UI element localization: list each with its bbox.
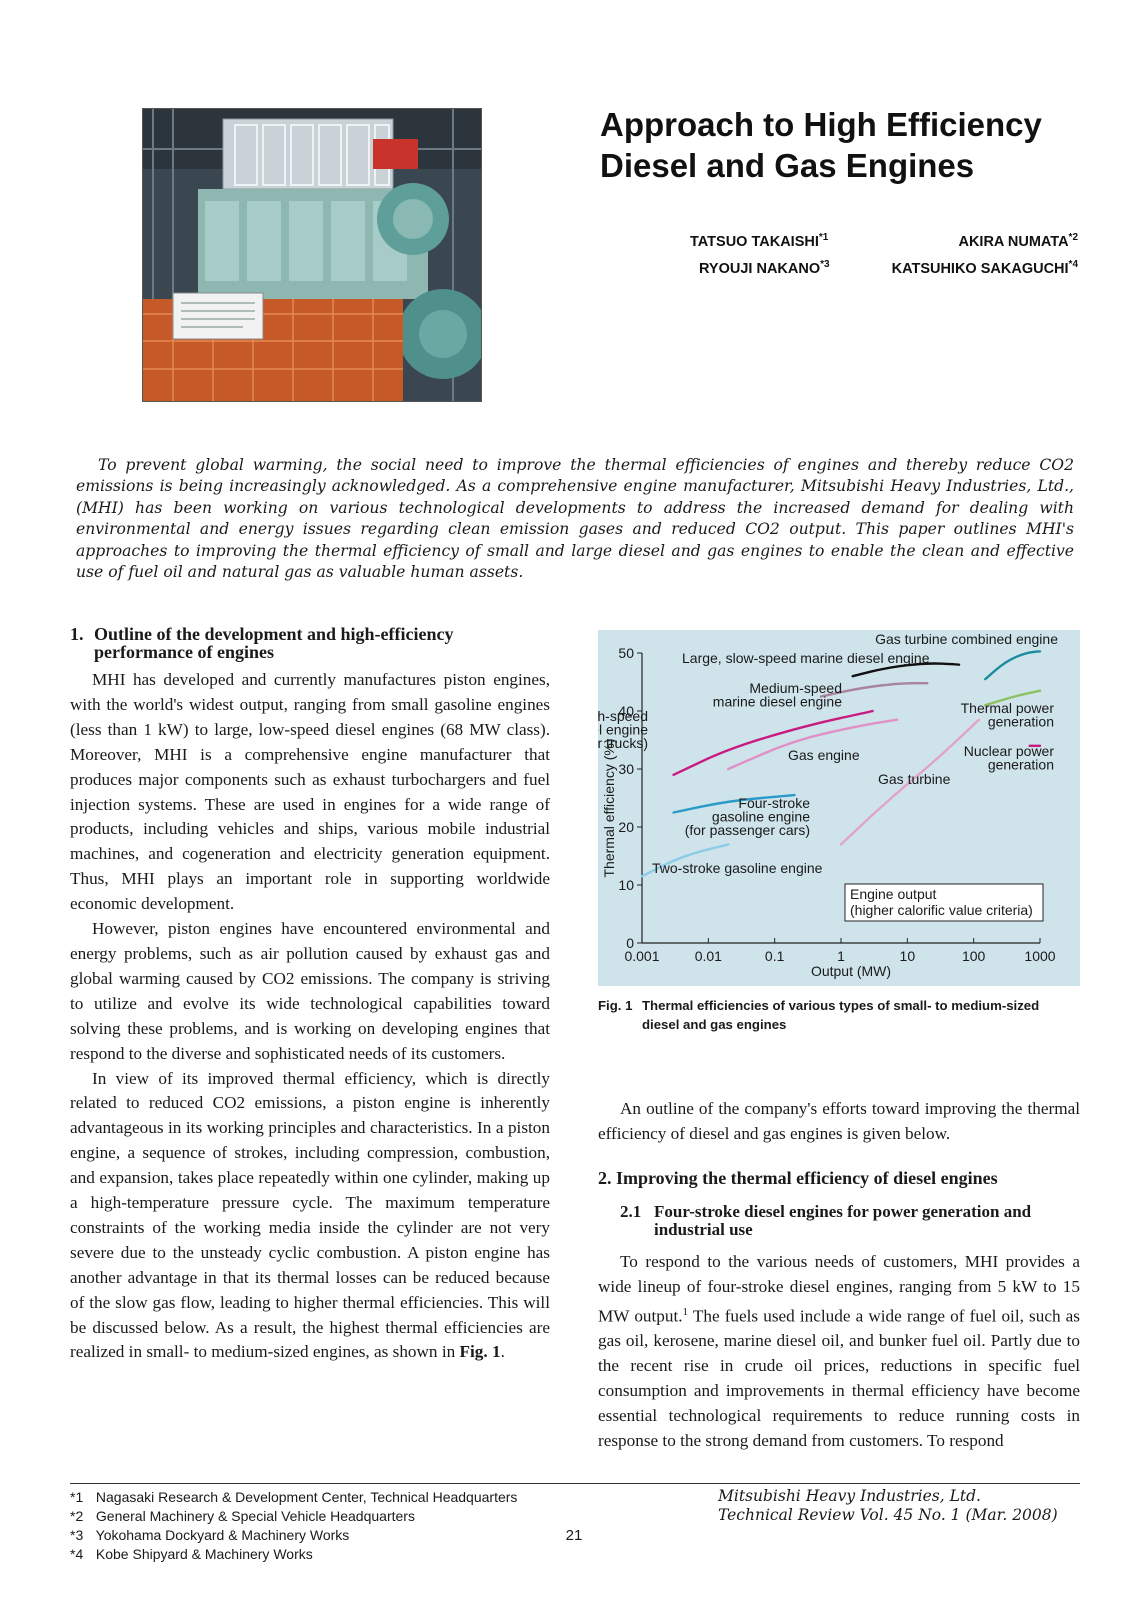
x-tick-label: 1 xyxy=(837,948,845,964)
series-label: Nuclear power xyxy=(963,743,1054,759)
y-tick-label: 0 xyxy=(626,935,634,951)
footnote-4 xyxy=(70,1545,313,1564)
section-title: Improving the thermal efficiency of diesel engines xyxy=(616,1168,998,1188)
author-3 xyxy=(699,259,830,277)
series-label: generation xyxy=(987,756,1054,773)
series-label: marine diesel engine xyxy=(712,693,842,710)
paper-title xyxy=(600,104,1100,186)
section-1-heading xyxy=(70,625,550,661)
author-name: AKIRA NUMATA xyxy=(958,233,1069,250)
series-label: Gas turbine combined engine xyxy=(875,631,1058,647)
author-1 xyxy=(690,232,828,250)
paragraph: However, piston engines have encountered environmental and energy problems, such as air pollution caused by exhaust gas and global warming caused by CO2 emissions. The company is striving to utilize and evolve its wide technological capabilities toward solving these problems, and is working on developing engines that respond to the diverse and sophisticated needs of its customers. xyxy=(70,919,550,1063)
series-label: Two-stroke gasoline engine xyxy=(652,860,823,876)
series-label: Thermal power xyxy=(960,700,1054,716)
x-tick-label: 0.1 xyxy=(764,948,785,964)
series-label: Medium-speed xyxy=(749,680,842,696)
engine-illustration xyxy=(143,109,481,401)
series-label: l engine xyxy=(598,721,648,738)
reference-number[interactable]: 1 xyxy=(682,1305,689,1318)
paragraph xyxy=(70,1067,550,1366)
author-mark: *1 xyxy=(818,232,829,243)
series-label: Gas engine xyxy=(788,747,860,763)
section-2-heading xyxy=(598,1168,1080,1188)
y-tick-label: 20 xyxy=(618,819,634,835)
left-column xyxy=(70,668,550,1365)
footnote-mark: *3 xyxy=(70,1527,84,1543)
footnote-text: General Machinery & Special Vehicle Headquarters xyxy=(95,1508,415,1524)
series-label: r trucks) xyxy=(598,735,648,751)
x-tick-label: 0.001 xyxy=(624,948,660,964)
page-number: 21 xyxy=(565,1527,583,1544)
x-tick-label: 100 xyxy=(961,948,986,964)
paragraph xyxy=(598,1250,1080,1454)
author-2 xyxy=(958,232,1078,250)
figure-reference[interactable]: Fig. 1 xyxy=(459,1342,501,1362)
y-tick-label: 40 xyxy=(618,703,634,719)
section-number: 2.1 xyxy=(620,1202,642,1221)
series-label: h-speed xyxy=(598,708,648,724)
series-line xyxy=(985,651,1040,679)
chart-labels xyxy=(598,631,1058,876)
right-intro xyxy=(598,1097,1080,1147)
author-mark: *3 xyxy=(820,259,830,270)
legend-box-line-1: Engine output xyxy=(850,886,937,902)
x-tick-label: 0.01 xyxy=(694,948,722,964)
footnote-text: Yokohama Dockyard & Machinery Works xyxy=(95,1527,350,1543)
section-2-1-heading xyxy=(620,1203,1080,1239)
legend-box-line-2: (higher calorific value criteria) xyxy=(850,902,1033,918)
figure-1 xyxy=(598,630,1080,986)
footnote-text: Nagasaki Research & Development Center, Technical Headquarters xyxy=(95,1489,518,1505)
paragraph-text: In view of its improved thermal efficiency, which is directly related to reduced CO2 emissions, a piston engine is inherently advantageous in its working principles and characteristics. In a piston engine, a sequence of strokes, including compression, combustion, and expansion, takes place repeatedly within one cylinder, making up a high-temperature pressure cycle. The maximum temperature constraints of the working media inside the cylinder are not very severe due to the unsteady cyclic combustion. A piston engine has another advantage in that its thermal losses can be reduced because of the slow gas flow, leading to higher thermal efficiencies. This will be discussed below. As a result, the highest thermal efficiencies are realized in small- to medium-sized engines, as shown in xyxy=(70,1068,550,1362)
journal-volume: Technical Review Vol. 45 No. 1 (Mar. 2008) xyxy=(718,1506,1058,1524)
author-4 xyxy=(892,259,1078,277)
footnote-mark: *1 xyxy=(70,1489,84,1505)
thermal-efficiency-chart xyxy=(598,630,1080,986)
footnote-mark: *2 xyxy=(70,1508,84,1524)
footnote-3 xyxy=(70,1526,349,1545)
footnote-text: Kobe Shipyard & Machinery Works xyxy=(95,1546,313,1562)
author-name: RYOUJI NAKANO xyxy=(699,260,821,277)
footnote-mark: *4 xyxy=(70,1546,84,1562)
title-line-2: Diesel and Gas Engines xyxy=(600,147,975,184)
author-name: TATSUO TAKAISHI xyxy=(690,233,819,250)
section-title: Outline of the development and high-efficiency performance of engines xyxy=(94,624,454,662)
paragraph-end: . xyxy=(500,1342,505,1362)
series-label: gasoline engine xyxy=(711,808,810,825)
x-tick-label: 1000 xyxy=(1024,948,1056,964)
author-name: KATSUHIKO SAKAGUCHI xyxy=(891,260,1069,277)
abstract-text: To prevent global warming, the social need to improve the thermal efficiencies of engines and thereby reduce CO2 emissions is being increasingly acknowledged. As a comprehensive engine manufacturer, Mitsubishi Heavy Industries, Ltd., (MHI) has been working on various technological developments to address the increased demand for dealing with environmental and energy issues regarding clean emission gases and reduced CO2 output. This paper outlines MHI's approaches to improving the thermal efficiency of small and large diesel and gas engines to enable the clean and effective use of fuel oil and natural gas as valuable human assets. xyxy=(76,456,1074,582)
journal-citation xyxy=(718,1487,1058,1525)
paragraph: MHI has developed and currently manufactures piston engines, with the world's widest output, ranging from small gasoline engines (less than 1 kW) to large, low-speed diesel engines (68 MW class). Moreover, MHI is a comprehensive engine manufacturer that produces major components such as exhaust turbochargers and fuel injection systems. These are used in engines for a wide range of products, including vehicles and ships, various mobile industrial machines, and cogeneration and electricity generation equipment. Thus, MHI plays an important role in supporting worldwide economic development. xyxy=(70,670,550,914)
journal-publisher: Mitsubishi Heavy Industries, Ltd. xyxy=(718,1487,981,1505)
y-axis-title: Thermal efficiency (%) xyxy=(601,738,617,878)
x-tick-label: 10 xyxy=(899,948,916,964)
series-label: Large, slow-speed marine diesel engine xyxy=(682,650,930,666)
author-mark: *4 xyxy=(1068,259,1078,270)
section-number: 1. xyxy=(70,624,84,644)
author-mark: *2 xyxy=(1068,232,1078,243)
y-tick-label: 50 xyxy=(618,645,634,661)
footnote-1 xyxy=(70,1488,517,1507)
x-axis-title: Output (MW) xyxy=(810,963,892,979)
abstract xyxy=(76,455,1074,583)
series-label: Gas turbine xyxy=(878,771,951,787)
engine-photo xyxy=(142,108,482,402)
y-tick-label: 10 xyxy=(618,877,634,893)
section-number: 2. xyxy=(598,1168,612,1188)
series-label: (for passenger cars) xyxy=(684,822,810,838)
series-label: Four-stroke xyxy=(738,795,810,811)
y-tick-label: 30 xyxy=(618,761,634,777)
figure-number: Fig. 1 xyxy=(598,998,633,1013)
right-column xyxy=(598,1250,1080,1454)
footnote-2 xyxy=(70,1507,415,1526)
section-title: Four-stroke diesel engines for power generation and industrial use xyxy=(654,1202,1032,1239)
footer-rule xyxy=(70,1483,1080,1484)
paragraph-text: To respond to the various needs of customers, MHI provides a wide lineup of four-stroke diesel engines, ranging from 5 kW to 15 MW output. xyxy=(598,1252,1080,1326)
paragraph-text: The fuels used include a wide range of fuel oil, such as gas oil, kerosene, marine diesel oil, and bunker fuel oil. Partly due to the recent rise in crude oil prices, reductions in specific fuel consumption and improvements in thermal efficiency have become essential technological requirements to reduce running costs in response to the strong demand from customers. To respond xyxy=(598,1306,1080,1451)
figure-caption-text: Thermal efficiencies of various types of small- to medium-sized diesel and gas engines xyxy=(642,998,1040,1032)
figure-caption xyxy=(598,996,1080,1034)
series-label: generation xyxy=(987,713,1054,730)
title-line-1: Approach to High Efficiency xyxy=(600,106,1042,143)
series-line xyxy=(674,711,873,775)
paragraph: An outline of the company's efforts toward improving the thermal efficiency of diesel and gas engines is given below. xyxy=(598,1099,1080,1143)
